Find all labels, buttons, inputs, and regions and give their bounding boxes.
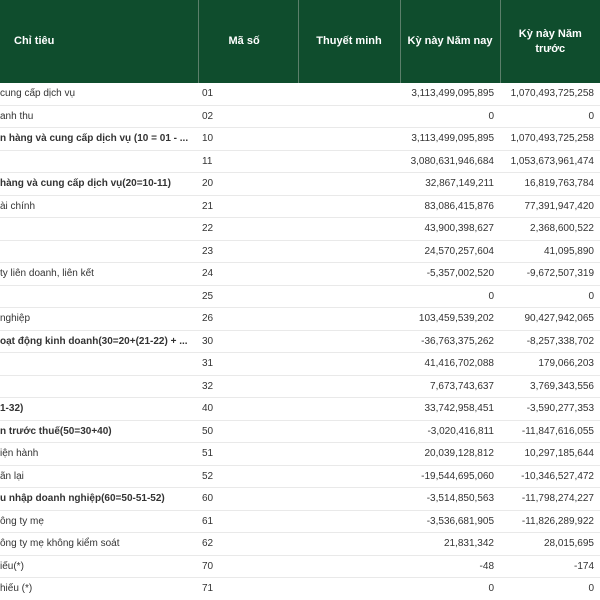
row-note	[298, 150, 400, 173]
table-row	[0, 555, 600, 578]
row-note	[298, 353, 400, 376]
row-code: 26	[198, 308, 298, 331]
row-current-value: 20,039,128,812	[400, 443, 500, 466]
row-indicator-name: 1-32)	[0, 398, 198, 421]
table-row	[0, 375, 600, 398]
row-previous-value: -9,672,507,319	[500, 263, 600, 286]
row-current-value: 21,831,342	[400, 533, 500, 556]
row-previous-value: 1,053,673,961,474	[500, 150, 600, 173]
row-current-value: -3,020,416,811	[400, 420, 500, 443]
table-row	[0, 488, 600, 511]
row-indicator-name: ài chính	[0, 195, 198, 218]
row-indicator-name: iện hành	[0, 443, 198, 466]
row-previous-value: 90,427,942,065	[500, 308, 600, 331]
table-row	[0, 263, 600, 286]
row-indicator-name: ông ty mẹ	[0, 510, 198, 533]
row-code: 01	[198, 83, 298, 105]
row-current-value: -5,357,002,520	[400, 263, 500, 286]
table-row	[0, 510, 600, 533]
row-current-value: 3,080,631,946,684	[400, 150, 500, 173]
row-code: 51	[198, 443, 298, 466]
header-note: Thuyết minh	[298, 0, 400, 83]
row-note	[298, 578, 400, 600]
row-note	[298, 488, 400, 511]
table-row	[0, 578, 600, 600]
table-row	[0, 443, 600, 466]
table-row	[0, 218, 600, 241]
row-note	[298, 420, 400, 443]
row-code: 70	[198, 555, 298, 578]
row-previous-value: 3,769,343,556	[500, 375, 600, 398]
row-previous-value: 2,368,600,522	[500, 218, 600, 241]
table-row	[0, 195, 600, 218]
row-previous-value: -11,826,289,922	[500, 510, 600, 533]
row-previous-value: -11,798,274,227	[500, 488, 600, 511]
row-current-value: -3,536,681,905	[400, 510, 500, 533]
row-previous-value: -10,346,527,472	[500, 465, 600, 488]
row-code: 60	[198, 488, 298, 511]
row-indicator-name: ông ty mẹ không kiểm soát	[0, 533, 198, 556]
table-header	[0, 0, 600, 83]
row-current-value: -48	[400, 555, 500, 578]
row-previous-value: 10,297,185,644	[500, 443, 600, 466]
row-previous-value: 0	[500, 105, 600, 128]
row-note	[298, 443, 400, 466]
table-body	[0, 83, 600, 600]
row-code: 25	[198, 285, 298, 308]
row-current-value: -3,514,850,563	[400, 488, 500, 511]
row-previous-value: 0	[500, 285, 600, 308]
row-code: 71	[198, 578, 298, 600]
row-current-value: 0	[400, 578, 500, 600]
row-current-value: -19,544,695,060	[400, 465, 500, 488]
table-row	[0, 128, 600, 151]
table-row	[0, 240, 600, 263]
row-code: 11	[198, 150, 298, 173]
row-code: 22	[198, 218, 298, 241]
row-note	[298, 285, 400, 308]
row-previous-value: 28,015,695	[500, 533, 600, 556]
row-note	[298, 263, 400, 286]
header-current-period: Kỳ này Năm nay	[400, 0, 500, 83]
table-row	[0, 285, 600, 308]
row-code: 20	[198, 173, 298, 196]
row-indicator-name: iếu(*)	[0, 555, 198, 578]
row-current-value: 0	[400, 105, 500, 128]
table-row	[0, 420, 600, 443]
row-code: 23	[198, 240, 298, 263]
row-indicator-name	[0, 285, 198, 308]
row-note	[298, 83, 400, 105]
table-row	[0, 465, 600, 488]
row-previous-value: 1,070,493,725,258	[500, 83, 600, 105]
row-indicator-name: ãn lại	[0, 465, 198, 488]
row-current-value: 32,867,149,211	[400, 173, 500, 196]
row-current-value: 103,459,539,202	[400, 308, 500, 331]
row-code: 10	[198, 128, 298, 151]
row-indicator-name	[0, 218, 198, 241]
row-indicator-name: hiếu (*)	[0, 578, 198, 600]
row-code: 40	[198, 398, 298, 421]
row-indicator-name: n hàng và cung cấp dịch vụ (10 = 01 - ...	[0, 128, 198, 151]
row-current-value: 0	[400, 285, 500, 308]
header-indicator: Chỉ tiêu	[0, 0, 198, 83]
row-indicator-name: u nhập doanh nghiệp(60=50-51-52)	[0, 488, 198, 511]
row-previous-value: 179,066,203	[500, 353, 600, 376]
table-row	[0, 105, 600, 128]
row-code: 31	[198, 353, 298, 376]
row-indicator-name	[0, 353, 198, 376]
row-current-value: 83,086,415,876	[400, 195, 500, 218]
row-note	[298, 533, 400, 556]
row-indicator-name	[0, 240, 198, 263]
row-indicator-name: cung cấp dịch vụ	[0, 83, 198, 105]
row-current-value: 3,113,499,095,895	[400, 83, 500, 105]
row-code: 52	[198, 465, 298, 488]
row-current-value: 24,570,257,604	[400, 240, 500, 263]
table-row	[0, 83, 600, 105]
row-note	[298, 555, 400, 578]
row-code: 24	[198, 263, 298, 286]
row-current-value: 33,742,958,451	[400, 398, 500, 421]
row-previous-value: -3,590,277,353	[500, 398, 600, 421]
row-indicator-name: n trước thuế(50=30+40)	[0, 420, 198, 443]
row-previous-value: -8,257,338,702	[500, 330, 600, 353]
row-note	[298, 398, 400, 421]
row-note	[298, 510, 400, 533]
row-indicator-name: nghiệp	[0, 308, 198, 331]
table-row	[0, 353, 600, 376]
row-indicator-name	[0, 150, 198, 173]
row-previous-value: 1,070,493,725,258	[500, 128, 600, 151]
row-code: 62	[198, 533, 298, 556]
row-note	[298, 375, 400, 398]
row-previous-value: 16,819,763,784	[500, 173, 600, 196]
row-current-value: 43,900,398,627	[400, 218, 500, 241]
row-note	[298, 128, 400, 151]
row-indicator-name	[0, 375, 198, 398]
table-row	[0, 308, 600, 331]
row-indicator-name: hàng và cung cấp dịch vụ(20=10-11)	[0, 173, 198, 196]
row-code: 32	[198, 375, 298, 398]
row-code: 02	[198, 105, 298, 128]
row-current-value: 41,416,702,088	[400, 353, 500, 376]
row-note	[298, 195, 400, 218]
row-note	[298, 105, 400, 128]
row-indicator-name: oạt động kinh doanh(30=20+(21-22) + ...	[0, 330, 198, 353]
row-indicator-name: ty liên doanh, liên kết	[0, 263, 198, 286]
row-previous-value: -11,847,616,055	[500, 420, 600, 443]
table-row	[0, 150, 600, 173]
table-row	[0, 398, 600, 421]
row-current-value: 3,113,499,095,895	[400, 128, 500, 151]
row-code: 30	[198, 330, 298, 353]
row-indicator-name: anh thu	[0, 105, 198, 128]
table-row	[0, 330, 600, 353]
row-note	[298, 240, 400, 263]
row-code: 61	[198, 510, 298, 533]
row-current-value: 7,673,743,637	[400, 375, 500, 398]
row-note	[298, 218, 400, 241]
row-previous-value: 77,391,947,420	[500, 195, 600, 218]
table-row	[0, 533, 600, 556]
row-previous-value: -174	[500, 555, 600, 578]
row-note	[298, 173, 400, 196]
row-note	[298, 308, 400, 331]
header-code: Mã số	[198, 0, 298, 83]
row-previous-value: 0	[500, 578, 600, 600]
row-code: 21	[198, 195, 298, 218]
table-row	[0, 173, 600, 196]
header-previous-period: Kỳ này Năm trước	[500, 0, 600, 83]
row-previous-value: 41,095,890	[500, 240, 600, 263]
row-note	[298, 330, 400, 353]
row-current-value: -36,763,375,262	[400, 330, 500, 353]
row-note	[298, 465, 400, 488]
row-code: 50	[198, 420, 298, 443]
